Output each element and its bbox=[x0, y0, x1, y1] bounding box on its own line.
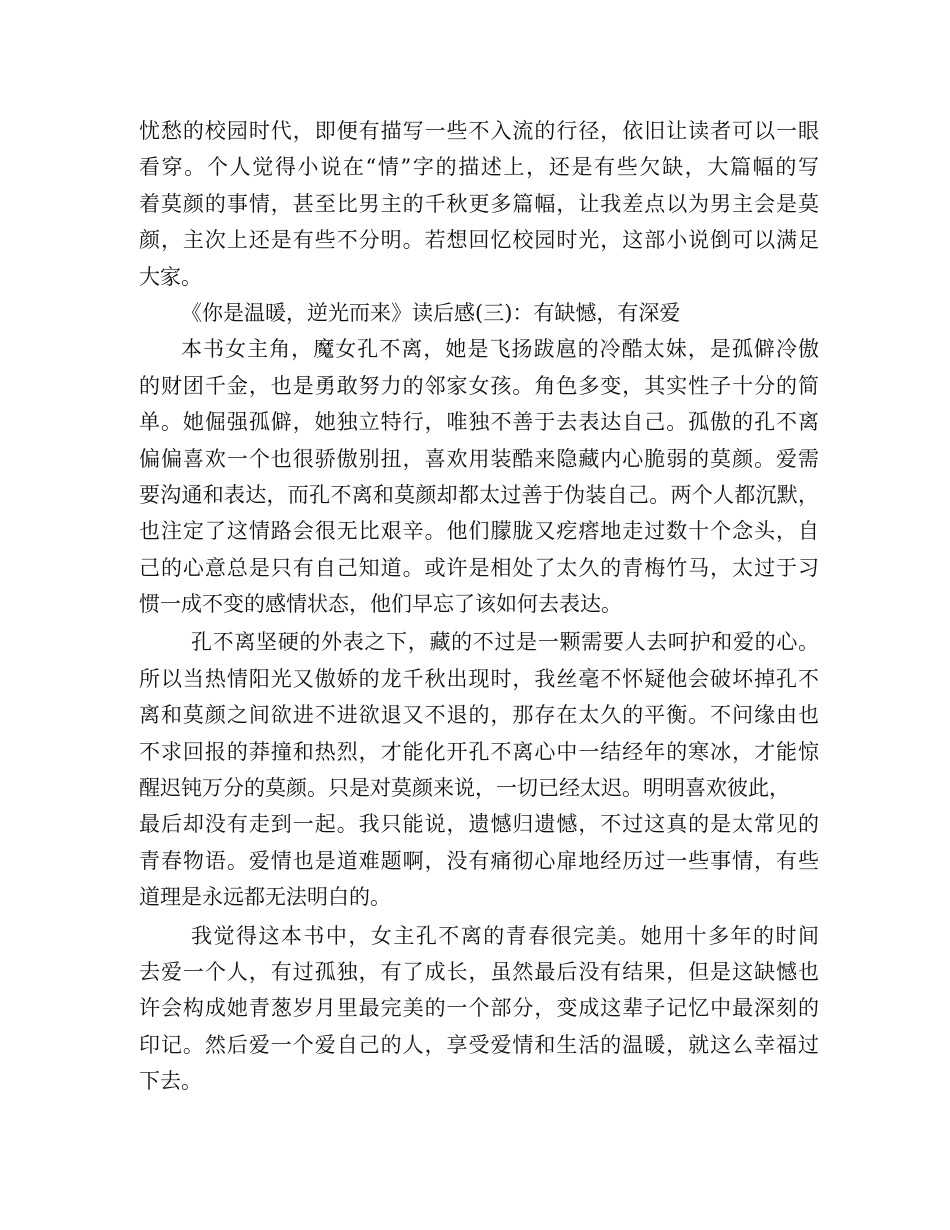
text-line: 大家。 bbox=[139, 264, 202, 289]
text-line: 所以当热情阳光又傲娇的龙千秋出现时，我丝毫不怀疑他会破坏掉孔不 bbox=[139, 666, 819, 691]
text-line: 不求回报的莽撞和热烈，才能化开孔不离心中一结经年的寒冰，才能惊 bbox=[139, 739, 819, 764]
text-line: 惯一成不变的感情状态，他们早忘了该如何去表达。 bbox=[139, 592, 622, 617]
text-line: 的财团千金，也是勇敢努力的邻家女孩。角色多变，其实性子十分的简 bbox=[139, 373, 819, 398]
text-line: 孔不离坚硬的外表之下，藏的不过是一颗需要人去呵护和爱的心。 bbox=[191, 630, 819, 655]
text-line: 我觉得这本书中，女主孔不离的青春很完美。她用十多年的时间 bbox=[191, 923, 819, 948]
document-body bbox=[139, 113, 819, 1100]
text-line: 离和莫颜之间欲进不进欲退又不退的，那存在太久的平衡。不问缘由也 bbox=[139, 703, 819, 728]
text-line: 去爱一个人，有过孤独，有了成长，虽然最后没有结果，但是这缺憾也 bbox=[139, 959, 819, 984]
text-line: 醒迟钝万分的莫颜。只是对莫颜来说，一切已经太迟。明明喜欢彼此， bbox=[139, 776, 790, 801]
paragraph-3 bbox=[139, 918, 819, 1100]
text-line: 许会构成她青葱岁月里最完美的一个部分，变成这辈子记忆中最深刻的 bbox=[139, 996, 819, 1021]
text-line: 忧愁的校园时代，即便有描写一些不入流的行径，依旧让读者可以一眼 bbox=[139, 119, 819, 143]
intro-paragraph bbox=[139, 113, 819, 295]
text-line: 偏偏喜欢一个也很骄傲别扭，喜欢用装酷来隐藏内心脆弱的莫颜。爱需 bbox=[139, 446, 819, 471]
text-line: 道理是永远都无法明白的。 bbox=[139, 885, 391, 910]
text-line: 颜，主次上还是有些不分明。若想回忆校园时光，这部小说倒可以满足 bbox=[139, 228, 819, 253]
text-line: 要沟通和表达，而孔不离和莫颜却都太过善于伪装自己。两个人都沉默， bbox=[139, 482, 819, 507]
text-line: 单。她倔强孤僻，她独立特行，唯独不善于去表达自己。孤傲的孔不离 bbox=[139, 410, 819, 435]
text-line: 本书女主角，魔女孔不离，她是飞扬跋扈的冷酷太妹，是孤僻冷傲 bbox=[181, 337, 819, 362]
text-line: 下去。 bbox=[139, 1069, 202, 1094]
text-line: 也注定了这情路会很无比艰辛。他们朦胧又疙瘩地走过数十个念头，自 bbox=[139, 519, 819, 544]
text-line: 最后却没有走到一起。我只能说，遗憾归遗憾，不过这真的是太常见的 bbox=[139, 812, 819, 837]
text-line: 印记。然后爱一个爱自己的人，享受爱情和生活的温暖，就这么幸福过 bbox=[139, 1032, 819, 1057]
text-line: 着莫颜的事情，甚至比男主的千秋更多篇幅，让我差点以为男主会是莫 bbox=[139, 191, 819, 216]
paragraph-2 bbox=[139, 624, 819, 915]
text-line: 看穿。个人觉得小说在“情”字的描述上，还是有些欠缺，大篇幅的写 bbox=[139, 155, 819, 180]
section-title: 《你是温暖，逆光而来》读后感(三)：有缺憾，有深爱 bbox=[181, 300, 681, 325]
text-line: 己的心意总是只有自己知道。或许是相处了太久的青梅竹马，太过于习 bbox=[139, 555, 819, 580]
text-line: 青春物语。爱情也是道难题啊，没有痛彻心扉地经历过一些事情，有些 bbox=[139, 848, 819, 873]
paragraph-1 bbox=[139, 331, 819, 622]
